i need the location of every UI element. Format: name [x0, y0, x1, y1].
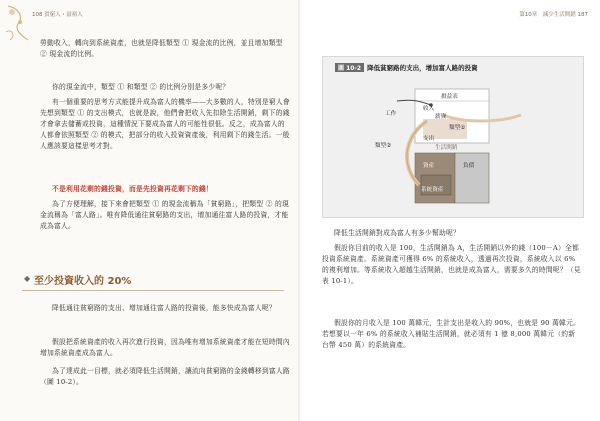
label-assets: 資產	[423, 163, 435, 169]
label-expense: 支出	[423, 136, 435, 142]
book-gutter	[298, 0, 302, 421]
label-type2: 類型②	[375, 143, 392, 149]
cashflow-diagram	[323, 57, 583, 217]
paragraph: 假設把系統資產的收入再次進行投資，因為唯有增加系統資產才能在短時間內增加系統資產成為富人。	[40, 338, 290, 357]
paragraph: 降低生活開銷對成為富人有多少幫助呢？	[334, 229, 460, 237]
label-salary: 薪資	[435, 114, 447, 120]
paragraph: 降低通往貧窮路的支出、增加通往富人路的投資後，能多快成為富人呢？	[52, 304, 276, 312]
label-living-cost: 生活開銷	[435, 145, 458, 151]
label-work: 工作	[385, 111, 397, 117]
paragraph: 假設你目前的收入是 100，生活開銷為 A，生活開銷以外的錢（100－A）全都投資系統資產。系統資產可獲得 6% 的系統收入，透過再次投資，系統收入以 6% 的複利增加。等系統收入超越生活開銷，也就是成為富人，需要多久的時間呢？（見表 10-1）。	[322, 244, 581, 285]
gem-icon: ◆	[24, 274, 31, 283]
highlight-sentence: 不是利用花剩的錢投資，而是先投資再花剩下的錢！	[52, 185, 213, 193]
section-title: 至少投資收入的 20%	[34, 276, 132, 287]
label-income: 收入	[423, 106, 435, 112]
paragraph: 假設你的月收入是 100 萬韓元，生計支出是收入的 90%，也就是 90 萬韓元。若想要以一年 6% 的系統收入補貼生活開銷，就必須有 1 億 8,000 萬韓元（約新台幣 450 萬）的系統資產。	[322, 319, 581, 349]
left-running-header: 108 貧窮人・富裕人	[32, 12, 83, 18]
right-running-header: 第10章 減少生活開銷 187	[519, 12, 588, 18]
figure-10-2	[322, 56, 584, 218]
paragraph: 勞動收入，轉向到系統資產，也就是降低類型 ① 現金流的比例，並且增加類型 ② 現金流的比例。	[40, 39, 283, 58]
paragraph: 為了方便理解，接下來會把類型 ① 的現金流稱為「貧窮路」，把類型 ② 的現金流稱為「富人路」。唯有降低通往貧窮路的支出，增加通往富人路的投資，才能成為富人。	[40, 200, 289, 230]
label-type1: 類型①	[449, 125, 466, 131]
section-divider	[22, 290, 284, 291]
paragraph: 為了達成此一目標，就必須降低生活開銷，讓流向貧窮路的金錢轉移到富人路（圖 10-2）。	[40, 367, 290, 386]
paragraph: 有一個重要的思考方式能提升成為富人的機率——大多數的人，特別是窮人會先想到類型 ① 的支出模式，也就是說，他們會把收入先扣除生活開銷，剩下的錢才會拿去儲蓄或投資，這種情況下要成為富人的可能性很低。反之，成為富人的人都會依照類型 ② 的模式，把部分的收入投資資產後，利用剩下的錢生活。一般人應該要這樣思考才對。	[40, 98, 290, 150]
label-liabilities: 負債	[463, 163, 475, 169]
ornament-icon	[4, 2, 34, 44]
paragraph: 你的現金流中，類型 ① 和類型 ② 的比例分別是多少呢？	[52, 83, 230, 91]
figure-tag: 圖 10-2	[335, 63, 364, 72]
label-income-statement: 損益表	[441, 94, 458, 100]
figure-caption: 降低貧窮路的支出，增加富人路的投資	[367, 64, 478, 72]
label-system-assets: 系統資產	[421, 187, 444, 193]
